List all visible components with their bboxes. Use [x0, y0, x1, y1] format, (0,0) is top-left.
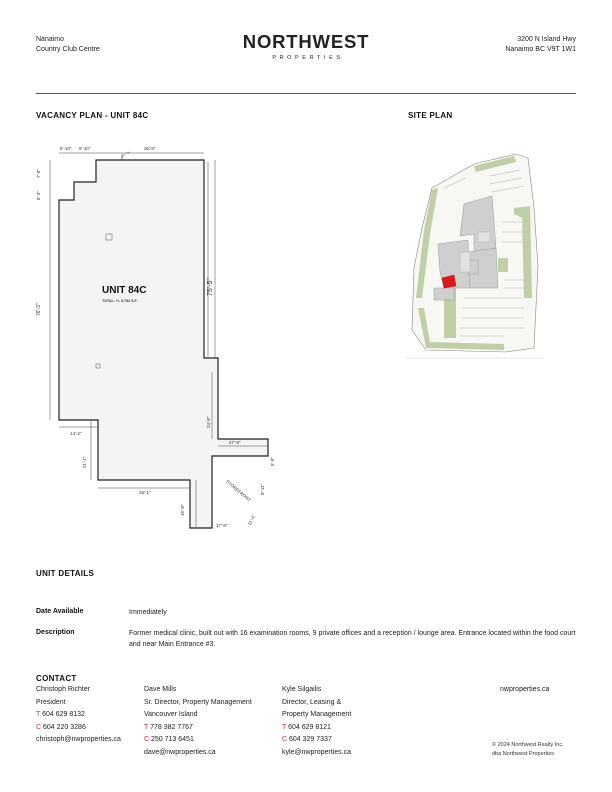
- logo-wordmark: NORTHWEST: [242, 31, 370, 52]
- copyright-notice: [492, 741, 564, 758]
- contact-phone-t: [36, 709, 121, 722]
- contact-card-christoph: [36, 684, 121, 747]
- contact-name: Dave Mills: [144, 686, 177, 693]
- contact-phone-t: [144, 722, 252, 735]
- contact-title-line: Sr. Director, Property Management: [144, 698, 252, 706]
- contact-title-line: President: [36, 698, 66, 706]
- contact-email-link[interactable]: kyle@nwproperties.ca: [282, 748, 351, 756]
- site-plan-title: SITE PLAN: [408, 111, 453, 120]
- phone-prefix-t: T: [144, 723, 149, 731]
- dim-bottom-e: 15'-8": [180, 504, 185, 516]
- address-line-2: Nanaimo BC V9T 1W1: [505, 45, 576, 53]
- dim-left-a: 7'-8": [36, 169, 41, 178]
- contact-card-kyle: [282, 684, 351, 759]
- header-divider: [36, 93, 576, 94]
- date-available-value: Immediately: [129, 609, 167, 616]
- website-link[interactable]: nwproperties.ca: [500, 686, 550, 693]
- phone-prefix-t: T: [282, 723, 287, 731]
- dim-bottom-f: 17'-8": [216, 523, 228, 528]
- contact-card-dave: [144, 684, 252, 759]
- dim-top-left-b: 6'-10": [79, 146, 91, 151]
- contact-title: CONTACT: [36, 674, 77, 683]
- phone-t-value[interactable]: 604 629 8132: [42, 711, 85, 718]
- phone-t-value[interactable]: 778 382 7767: [150, 723, 193, 731]
- unit-total-area: TOTAL: +/- 5,792 S.F.: [102, 299, 138, 303]
- dim-top-left-a: 5'-10": [60, 146, 72, 151]
- vacancy-plan-title: VACANCY PLAN - UNIT 84C: [36, 111, 149, 120]
- location-line-1: Nanaimo: [36, 36, 65, 43]
- dim-side-b: 8'-11": [260, 483, 265, 495]
- phone-c-value[interactable]: 604 220 3286: [43, 723, 86, 731]
- storefront-label: STOREFRONT: [224, 478, 252, 503]
- phone-prefix-t: T: [36, 711, 41, 718]
- vacancy-floor-plan: [36, 140, 282, 532]
- contact-title-line: Property Management: [282, 711, 352, 718]
- contact-email-link[interactable]: dave@nwproperties.ca: [144, 748, 216, 756]
- contact-phone-c: [282, 734, 351, 747]
- dim-bottom-d: 27'-8": [229, 440, 241, 445]
- date-available-label: Date Available: [36, 608, 84, 615]
- copyright-line-2: dba Northwest Properties: [492, 750, 555, 757]
- northwest-logo: [230, 32, 382, 61]
- description-value: Former medical clinic, built out with 16 examination rooms, 9 private offices and a reception / lounge area. Entrance located within the food court and near Main Entrance #3.: [129, 630, 576, 648]
- dim-side-a: 5'-9": [270, 457, 275, 466]
- address-line-1: 3200 N Island Hwy: [517, 36, 576, 43]
- contact-title-line: Vancouver Island: [144, 711, 198, 718]
- dim-left-main: 76'-3": [36, 303, 42, 316]
- dim-right-main: 75'-5": [207, 278, 214, 296]
- contact-phone-t: [282, 722, 351, 735]
- contact-email-link[interactable]: christoph@nwproperties.ca: [36, 736, 121, 743]
- dim-right-lower: 24'-8": [206, 416, 211, 428]
- contact-name: Kyle Silgailis: [282, 686, 322, 693]
- dim-top-right: 36'-8": [144, 146, 156, 151]
- dim-bottom-g: 11'-4": [246, 513, 257, 526]
- contact-phone-c: [144, 734, 252, 747]
- phone-prefix-c: C: [144, 736, 150, 743]
- unit-outline: [59, 160, 268, 528]
- location-line-2: Country Club Centre: [36, 45, 100, 53]
- phone-c-value[interactable]: 604 329 7337: [289, 736, 332, 743]
- contact-phone-c: [36, 722, 121, 735]
- dim-bottom-b: 21'-1": [82, 456, 87, 468]
- description-label: Description: [36, 629, 75, 636]
- dim-left-b: 6'-3": [36, 191, 41, 200]
- phone-prefix-c: C: [36, 723, 42, 731]
- phone-c-value[interactable]: 250 713 6451: [151, 736, 194, 743]
- copyright-line-1: © 2024 Northwest Realty Inc.: [492, 742, 564, 748]
- unit-details-title: UNIT DETAILS: [36, 569, 95, 578]
- logo-subtitle: PROPERTIES: [272, 55, 344, 61]
- dim-bottom-c: 25'-1": [139, 490, 151, 495]
- phone-t-value[interactable]: 604 629 8121: [288, 723, 331, 731]
- property-location: [36, 35, 100, 54]
- dim-bottom-a: 14'-2": [70, 431, 82, 436]
- contact-name: Christoph Richter: [36, 686, 91, 693]
- site-plan-map: [404, 148, 548, 372]
- unit-label: UNIT 84C: [102, 285, 147, 296]
- property-address: [505, 35, 576, 54]
- phone-prefix-c: C: [282, 736, 288, 743]
- contact-title-line: Director, Leasing &: [282, 698, 342, 706]
